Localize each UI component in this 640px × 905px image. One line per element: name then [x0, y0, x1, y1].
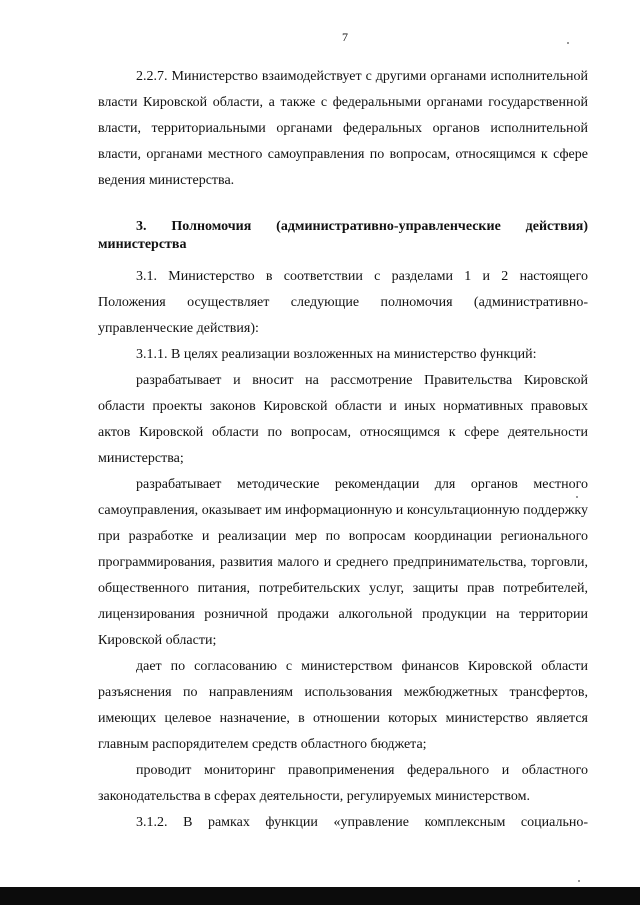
paragraph-text: 2.2.7. Министерство взаимодействует с другими органами исполнительной власти Кировской области, а также с федеральными органами государственной власти, территориальными органами федеральных органов исполнительной власти, органами местного самоуправления по вопросам, относящимся к сфере ведения министерства. — [98, 69, 588, 188]
paragraph-text: разрабатывает и вносит на рассмотрение Правительства Кировской области проекты законов Кировской области и иных нормативных правовых актов Кировской области по вопросам, относящимся к сфере деятельности министерства; — [98, 373, 588, 466]
scan-speck — [567, 42, 569, 44]
scan-bottom-edge — [0, 887, 640, 905]
paragraph-monitoring — [98, 758, 588, 810]
section-3-heading — [98, 218, 588, 254]
paragraph-clarifications — [98, 654, 588, 758]
paragraph-2-2-7 — [98, 64, 588, 194]
paragraph-3-1-2 — [98, 810, 588, 836]
section-heading: 3. Полномочия (административно-управленческие действия) министерства — [98, 219, 588, 252]
paragraph-text: дает по согласованию с министерством финансов Кировской области разъяснения по направлениям использования межбюджетных трансфертов, имеющих целевое назначение, в отношении которых министерство является главным распорядителем средств областного бюджета; — [98, 659, 588, 752]
paragraph-text: проводит мониторинг правоприменения федерального и областного законодательства в сферах деятельности, регулируемых министерством. — [98, 763, 588, 804]
scan-speck — [576, 496, 578, 498]
paragraph-3-1-1 — [98, 342, 588, 368]
paragraph-3-1 — [98, 264, 588, 342]
scan-speck — [578, 880, 580, 882]
page-number: 7 — [342, 30, 348, 44]
paragraph-text: 3.1.1. В целях реализации возложенных на министерство функций: — [136, 347, 537, 362]
paragraph-drafts-laws — [98, 368, 588, 472]
paragraph-methodical-recommendations — [98, 472, 588, 654]
paragraph-text: разрабатывает методические рекомендации для органов местного самоуправления, оказывает им информационную и консультационную поддержку при разработке и реализации мер по вопросам координации регионального программирования, развития малого и среднего предпринимательства, торговли, общественного питания, потребительских услуг, защиты прав потребителей, лицензирования розничной продажи алкогольной продукции на территории Кировской области; — [98, 477, 588, 648]
paragraph-text: 3.1. Министерство в соответствии с разделами 1 и 2 настоящего Положения осуществляет следующие полномочия (административно-управленческие действия): — [98, 269, 588, 336]
paragraph-text: 3.1.2. В рамках функции «управление комплексным социально- — [136, 815, 588, 830]
